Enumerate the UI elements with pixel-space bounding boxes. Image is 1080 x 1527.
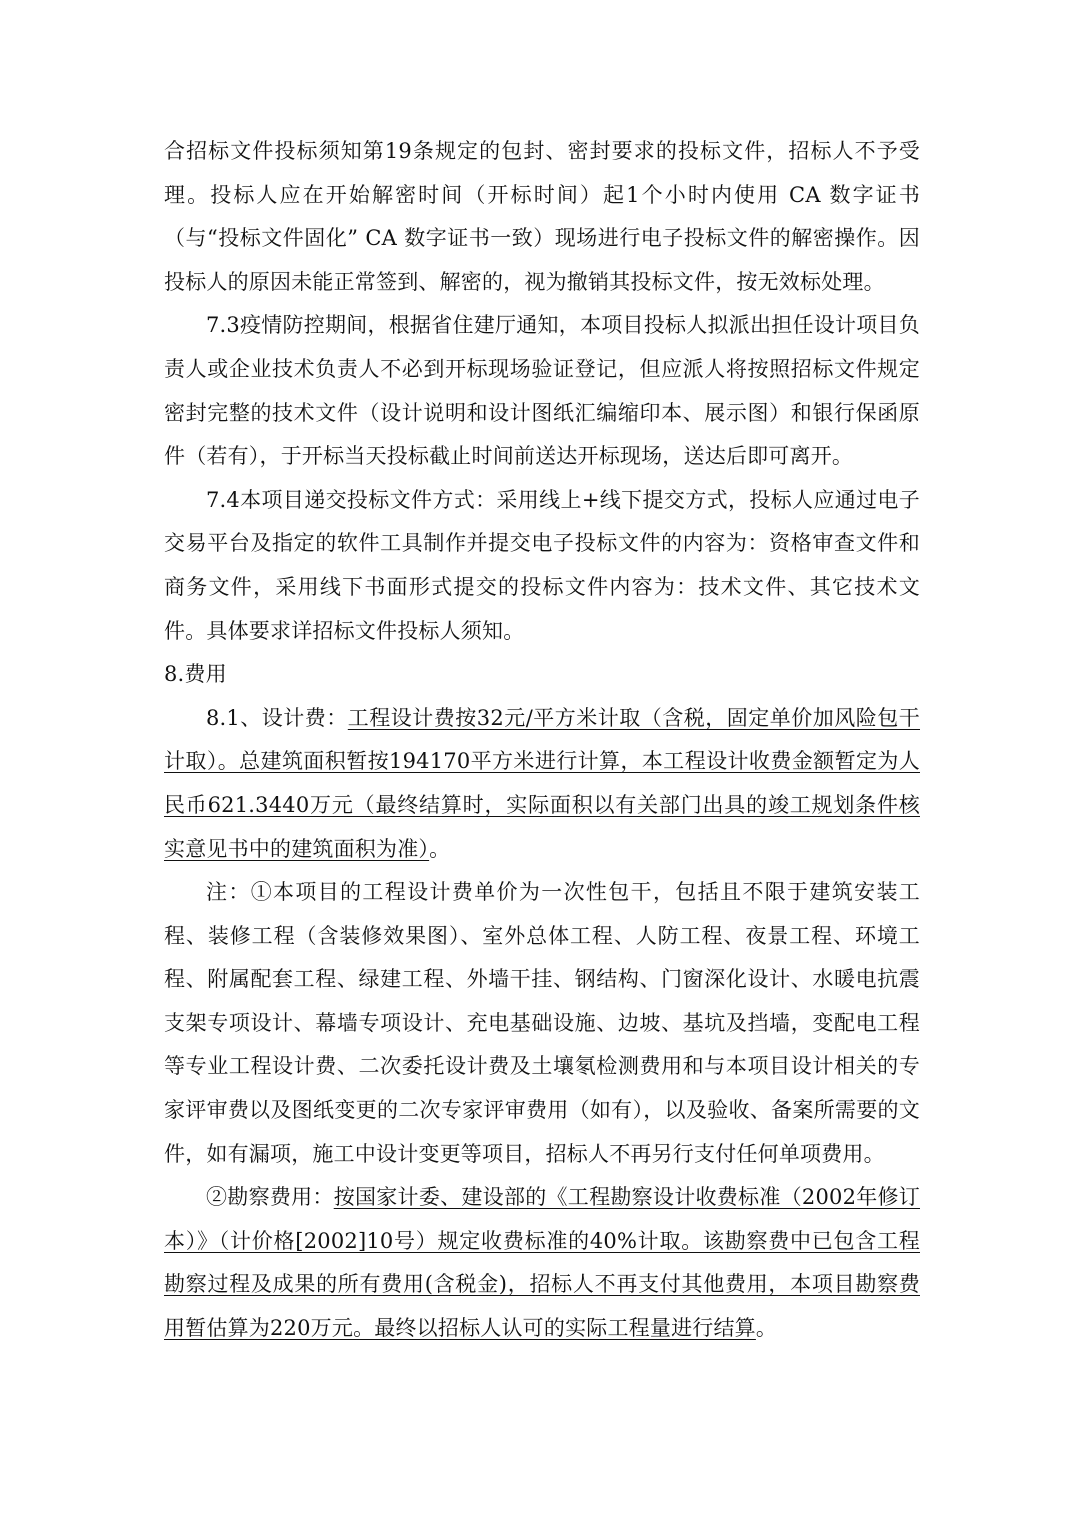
design-fee-label: 8.1、设计费： — [206, 705, 348, 730]
note-1: 注：①本项目的工程设计费单价为一次性包干，包括且不限于建筑安装工程、装修工程（含装修效果图）、室外总体工程、人防工程、夜景工程、环境工程、附属配套工程、绿建工程、外墙干挂、钢结构、门窗深化设计、水暖电抗震支架专项设计、幕墙专项设计、充电基础设施、边坡、基坑及挡墙，变配电工程等专业工程设计费、二次委托设计费及土壤氡检测费用和与本项目设计相关的专家评审费以及图纸变更的二次专家评审费用（如有），以及验收、备案所需要的文件，如有漏项，施工中设计变更等项目，招标人不再另行支付任何单项费用。 — [164, 880, 920, 1166]
paragraph-8-1 — [164, 697, 920, 871]
paragraph-continuation: 合招标文件投标须知第19条规定的包封、密封要求的投标文件，招标人不予受理。投标人应在开始解密时间（开标时间）起1个小时内使用 CA 数字证书（与“投标文件固化” CA 数字证书一致）现场进行电子投标文件的解密操作。因投标人的原因未能正常签到、解密的，视为撤销其投标文件，按无效标处理。 — [164, 139, 920, 294]
heading-8-fees: 8.费用 — [164, 662, 227, 687]
survey-fee-label: ②勘察费用： — [206, 1185, 334, 1210]
design-fee-text: 工程设计费按32元/平方米计取（含税，固定单价加风险包干计取）。总建筑面积暂按194170平方米进行计算，本工程设计收费金额暂定为人民币621.3440万元（最终结算时，实际面积以有关部门出具的竣工规划条件核实意见书中的建筑面积为准） — [164, 705, 920, 861]
survey-fee-text: 按国家计委、建设部的《工程勘察设计收费标准（2002年修订本）》（计价格[2002]10号）规定收费标准的40%计取。该勘察费中已包含工程勘察过程及成果的所有费用(含税金)，招标人不再支付其他费用，本项目勘察费用暂估算为220万元。最终以招标人认可的实际工程量进行结算 — [164, 1185, 920, 1341]
survey-fee-tail: 。 — [755, 1316, 778, 1341]
design-fee-tail: 。 — [429, 836, 451, 861]
document-page — [164, 130, 920, 1351]
note-2 — [164, 1176, 920, 1350]
paragraph-7-4: 7.4本项目递交投标文件方式：采用线上+线下提交方式，投标人应通过电子交易平台及指定的软件工具制作并提交电子投标文件的内容为：资格审查文件和商务文件，采用线下书面形式提交的投标文件内容为：技术文件、其它技术文件。具体要求详招标文件投标人须知。 — [164, 487, 920, 643]
paragraph-7-3: 7.3疫情防控期间，根据省住建厅通知，本项目投标人拟派出担任设计项目负责人或企业技术负责人不必到开标现场验证登记，但应派人将按照招标文件规定密封完整的技术文件（设计说明和设计图纸汇编缩印本、展示图）和银行保函原件（若有），于开标当天投标截止时间前送达开标现场，送达后即可离开。 — [164, 313, 920, 469]
